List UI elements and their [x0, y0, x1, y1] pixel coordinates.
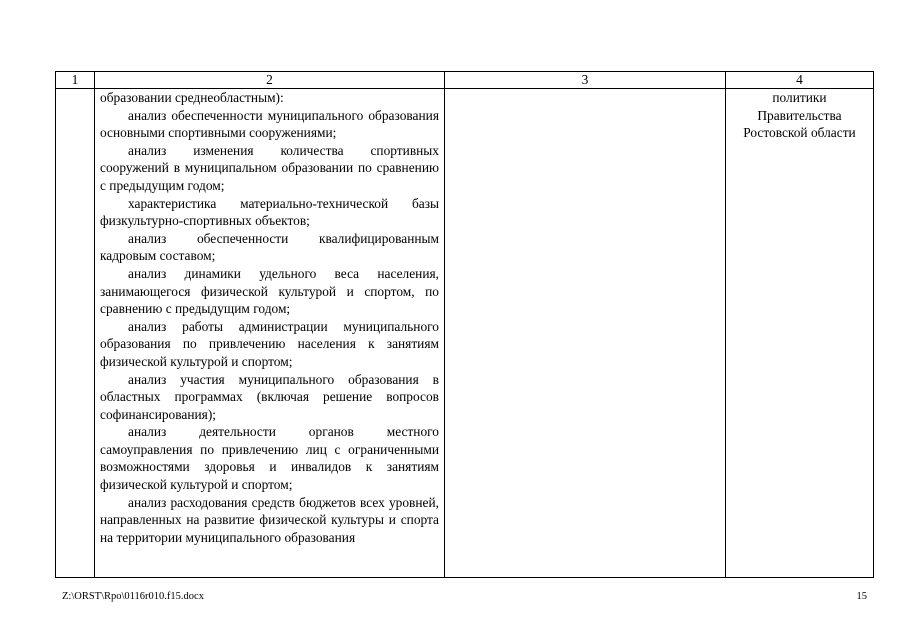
table-row [56, 89, 874, 578]
paragraph: анализ расходования средств бюджетов всех уровней, направленных на развитие физической культуры и спорта на территории муниципального образования [100, 494, 439, 545]
footer-file-path: Z:\ORST\Rpo\0116r010.f15.docx [62, 591, 204, 602]
header-col-4: 4 [726, 72, 874, 89]
header-col-2: 2 [95, 72, 445, 89]
col4-line: политики [772, 90, 827, 105]
col4-line: Правительства [757, 107, 842, 123]
table-header-row [56, 72, 874, 89]
paragraph: анализ работы администрации муниципального образования по привлечению населения к занятиям физической культурой и спортом; [100, 318, 439, 369]
paragraph: анализ деятельности органов местного самоуправления по привлечению лиц с ограниченными возможностями здоровья и инвалидов к занятиям физической культурой и спортом; [100, 424, 439, 493]
paragraph: характеристика материально-технической базы физкультурно-спортивных объектов; [100, 195, 439, 229]
header-col-1: 1 [56, 72, 95, 89]
cell-col-2 [95, 89, 445, 578]
cell-col-3 [445, 89, 726, 578]
col4-line: Ростовской области [743, 125, 856, 141]
cell-col-4 [726, 89, 874, 578]
paragraph: анализ участия муниципального образования в областных программах (включая решение вопросов софинансирования); [100, 371, 439, 422]
paragraph: анализ обеспеченности муниципального образования основными спортивными сооружениями; [100, 107, 439, 141]
cell-col-1 [56, 89, 95, 578]
footer-page-number: 15 [856, 591, 867, 602]
document-table [55, 71, 874, 578]
paragraph: анализ обеспеченности квалифицированным кадровым составом; [100, 230, 439, 264]
paragraph: анализ динамики удельного веса населения, занимающегося физической культурой и спортом, по сравнению с предыдущим годом; [100, 265, 439, 317]
paragraph: анализ изменения количества спортивных сооружений в муниципальном образовании по сравнению с предыдущим годом; [100, 142, 439, 193]
paragraph: образовании среднеобластным): [100, 90, 284, 105]
header-col-3: 3 [445, 72, 726, 89]
